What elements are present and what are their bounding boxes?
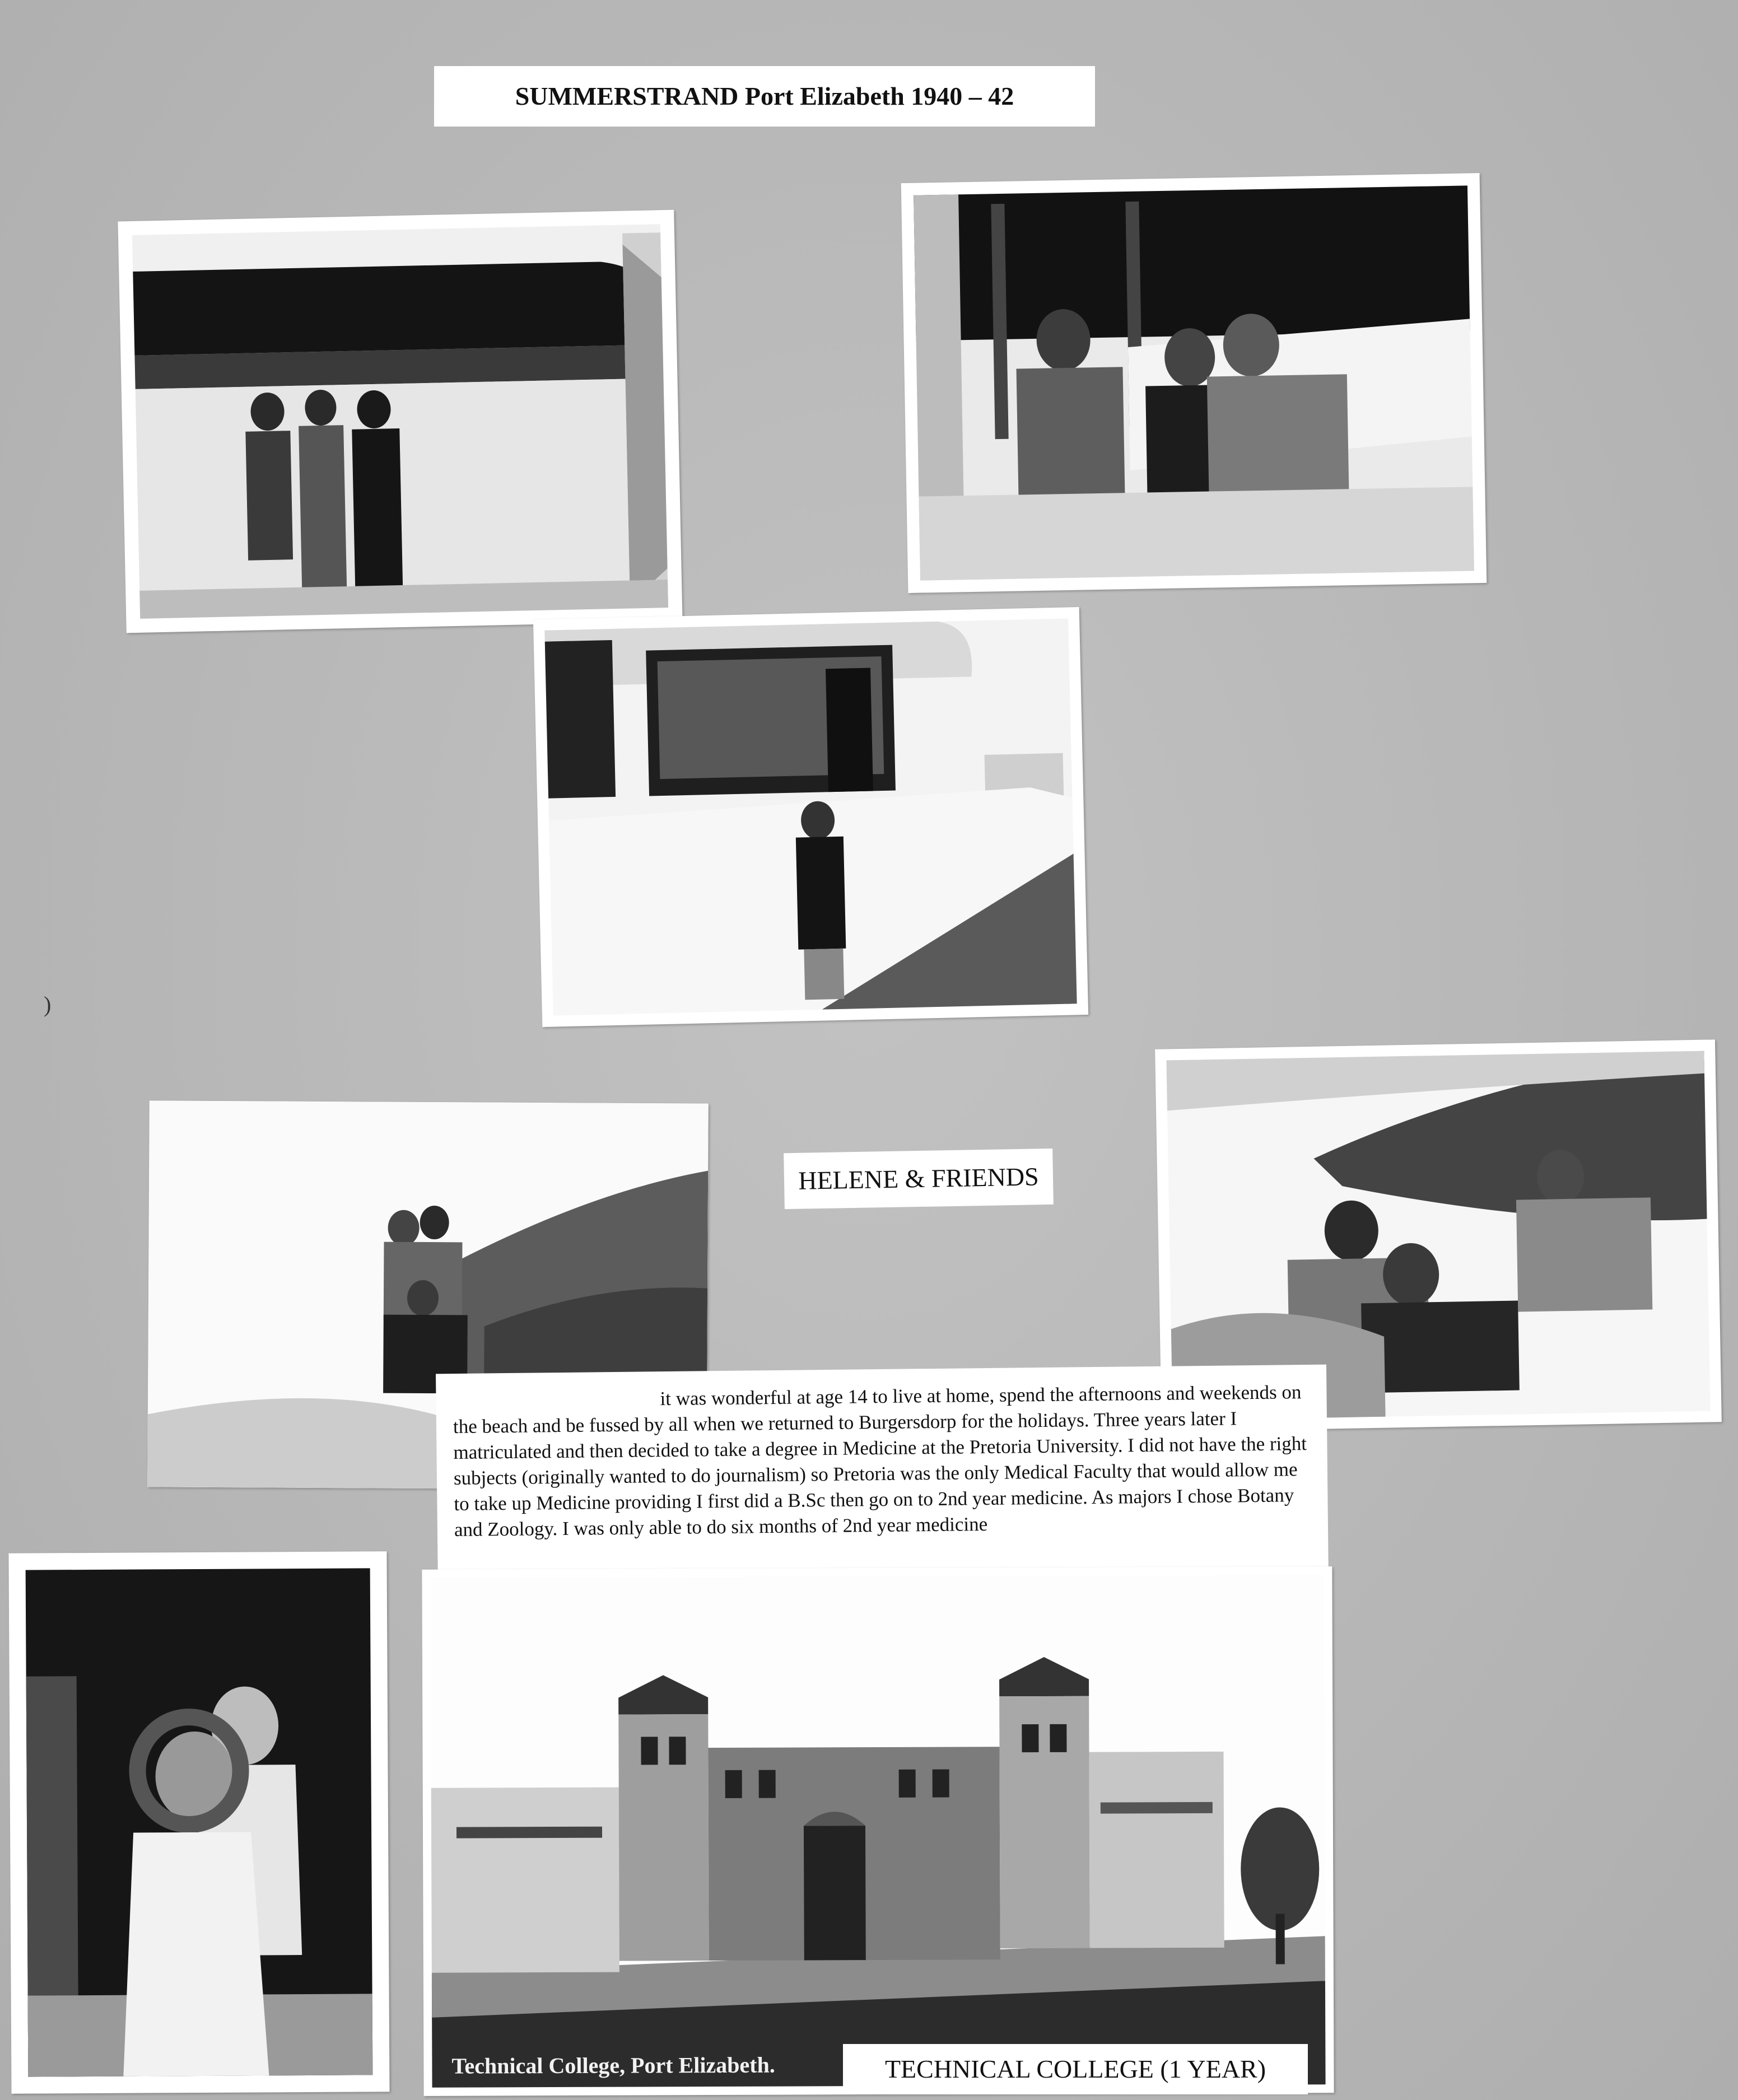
narrative-note bbox=[436, 1365, 1329, 1590]
photo-three-people-building-image bbox=[118, 210, 682, 633]
photo-two-women-portrait bbox=[8, 1551, 389, 2094]
photo-two-women-portrait-image bbox=[8, 1551, 389, 2094]
photo-technical-college bbox=[422, 1566, 1334, 2096]
photo-woman-in-front-of-house-image bbox=[533, 607, 1088, 1027]
page-title: SUMMERSTRAND Port Elizabeth 1940 – 42 bbox=[434, 66, 1095, 127]
technical-college-label: TECHNICAL COLLEGE (1 YEAR) bbox=[843, 2044, 1308, 2094]
narrative-text: it was wonderful at age 14 to live at home, spend the afternoons and weekends on the beach and be fussed by all when we returned to Burgersdorp for the holidays. Three years later I matriculated and then decided to take a degree in Medicine at the Pretoria University. I did not have the right subjects (originally wanted to do journalism) so Pretoria was the only Medical Faculty that would allow me to take up Medicine providing I first did a B.Sc then go on to 2nd year medicine. As majors I chose Botany and Zoology. I was only able to do six months of 2nd year medicine bbox=[453, 1381, 1307, 1541]
photo-three-people-building bbox=[118, 210, 682, 633]
friends-label: HELENE & FRIENDS bbox=[784, 1149, 1054, 1209]
photo-three-young-men bbox=[901, 173, 1487, 593]
margin-mark: ) bbox=[44, 992, 52, 1017]
photo-technical-college-image bbox=[422, 1566, 1334, 2096]
photo-three-young-men-image bbox=[901, 173, 1487, 593]
college-postcard-caption: Technical College, Port Elizabeth. bbox=[451, 2052, 775, 2079]
photo-woman-in-front-of-house bbox=[533, 607, 1088, 1027]
